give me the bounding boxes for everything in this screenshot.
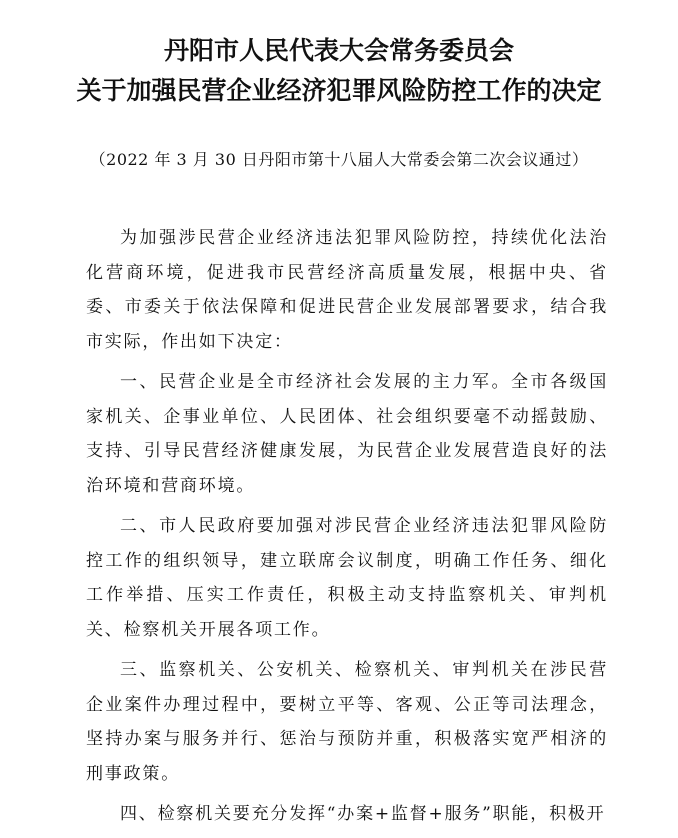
document-title-line-1: 丹阳市人民代表大会常务委员会 [163, 36, 514, 65]
paragraph-item-1: 一、民营企业是全市经济社会发展的主力军。全市各级国家机关、企事业单位、人民团体、社会组织要毫不动摇鼓励、支持、引导民营经济健康发展，为民营企业发展营造良好的法治环境和营商环境。 [86, 372, 608, 496]
document-title-line-2: 关于加强民营企业经济犯罪风险防控工作的决定 [76, 76, 602, 105]
paragraph-item-4: 四、检察机关要充分发挥“办案+监督+服务”职能，积极开 [120, 804, 606, 824]
paragraph-preamble: 为加强涉民营企业经济违法犯罪风险防控，持续优化法治化营商环境，促进我市民营经济高质量发展，根据中央、省委、市委关于依法保障和促进民营企业发展部署要求，结合我市实际，作出如下决定： [86, 228, 608, 352]
adoption-note: （2022 年 3 月 30 日丹阳市第十八届人大常委会第二次会议通过） [89, 150, 589, 169]
paragraph-item-2: 二、市人民政府要加强对涉民营企业经济违法犯罪风险防控工作的组织领导，建立联席会议制度，明确工作任务、细化工作举措、压实工作责任，积极主动支持监察机关、审判机关、检察机关开展各项工作。 [86, 516, 608, 640]
paragraph-item-3: 三、监察机关、公安机关、检察机关、审判机关在涉民营企业案件办理过程中，要树立平等、客观、公正等司法理念，坚持办案与服务并行、惩治与预防并重，积极落实宽严相济的刑事政策。 [86, 660, 608, 784]
document-body [86, 221, 608, 838]
